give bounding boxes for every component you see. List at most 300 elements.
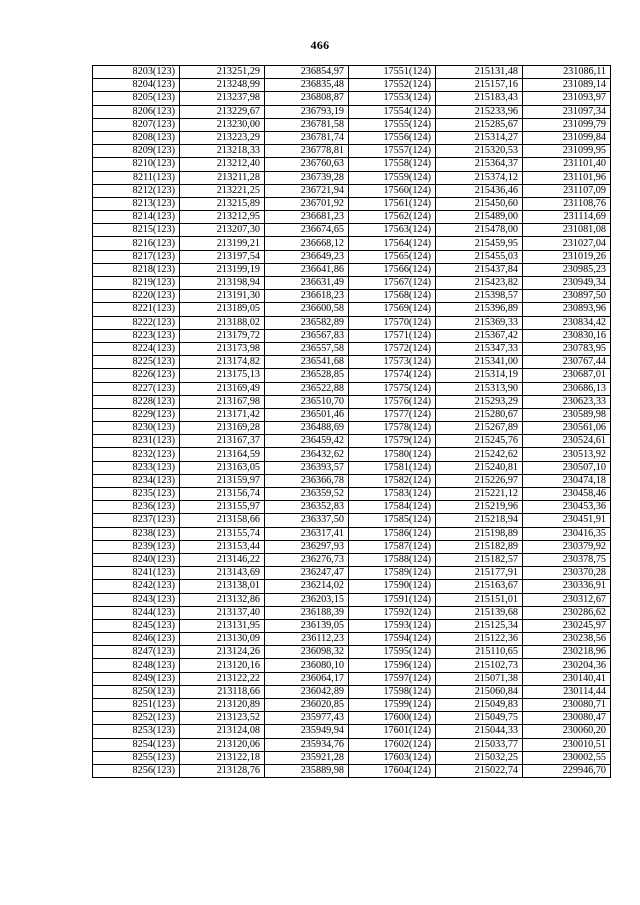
x-coord-left-cell: 213197,54 [180, 250, 265, 263]
x-coord-left-cell: 213211,28 [180, 171, 265, 184]
x-coord-left-cell: 213122,22 [180, 672, 265, 685]
table-row [93, 567, 611, 580]
point-id-right-cell: 17579(124) [349, 435, 436, 448]
point-id-right-cell: 17603(124) [349, 751, 436, 764]
point-id-right-cell: 17571(124) [349, 329, 436, 342]
point-id-left-cell: 8226(123) [93, 369, 180, 382]
x-coord-right-cell: 215226,97 [436, 474, 523, 487]
table-row [93, 619, 611, 632]
x-coord-left-cell: 213167,37 [180, 435, 265, 448]
point-id-left-cell: 8252(123) [93, 712, 180, 725]
x-coord-right-cell: 215398,57 [436, 290, 523, 303]
x-coord-left-cell: 213223,29 [180, 131, 265, 144]
point-id-left-cell: 8236(123) [93, 501, 180, 514]
y-coord-right-cell: 230336,91 [523, 580, 611, 593]
y-coord-right-cell: 230834,42 [523, 316, 611, 329]
point-id-left-cell: 8243(123) [93, 593, 180, 606]
x-coord-right-cell: 215437,84 [436, 263, 523, 276]
y-coord-left-cell: 236366,78 [265, 474, 349, 487]
x-coord-right-cell: 215245,76 [436, 435, 523, 448]
y-coord-left-cell: 236739,28 [265, 171, 349, 184]
x-coord-left-cell: 213229,67 [180, 105, 265, 118]
point-id-left-cell: 8224(123) [93, 342, 180, 355]
y-coord-right-cell: 230114,44 [523, 685, 611, 698]
point-id-left-cell: 8211(123) [93, 171, 180, 184]
point-id-right-cell: 17582(124) [349, 474, 436, 487]
y-coord-left-cell: 235977,43 [265, 712, 349, 725]
point-id-left-cell: 8203(123) [93, 66, 180, 79]
y-coord-right-cell: 230312,67 [523, 593, 611, 606]
point-id-right-cell: 17555(124) [349, 118, 436, 131]
point-id-right-cell: 17587(124) [349, 540, 436, 553]
y-coord-left-cell: 236793,19 [265, 105, 349, 118]
point-id-right-cell: 17590(124) [349, 580, 436, 593]
x-coord-right-cell: 215060,84 [436, 685, 523, 698]
x-coord-left-cell: 213230,00 [180, 118, 265, 131]
point-id-left-cell: 8255(123) [93, 751, 180, 764]
point-id-right-cell: 17577(124) [349, 408, 436, 421]
table-row [93, 646, 611, 659]
table-row [93, 105, 611, 118]
y-coord-left-cell: 236297,93 [265, 540, 349, 553]
coordinates-table [92, 65, 611, 778]
point-id-left-cell: 8221(123) [93, 303, 180, 316]
y-coord-right-cell: 230379,92 [523, 540, 611, 553]
y-coord-left-cell: 236459,42 [265, 435, 349, 448]
point-id-left-cell: 8231(123) [93, 435, 180, 448]
x-coord-right-cell: 215341,00 [436, 356, 523, 369]
y-coord-right-cell: 231097,34 [523, 105, 611, 118]
y-coord-right-cell: 229946,70 [523, 764, 611, 777]
y-coord-left-cell: 236778,81 [265, 145, 349, 158]
table-row [93, 237, 611, 250]
y-coord-left-cell: 236631,49 [265, 277, 349, 290]
table-row [93, 435, 611, 448]
y-coord-right-cell: 230218,96 [523, 646, 611, 659]
y-coord-left-cell: 236641,86 [265, 263, 349, 276]
table-row [93, 211, 611, 224]
table-row [93, 329, 611, 342]
point-id-left-cell: 8253(123) [93, 725, 180, 738]
y-coord-left-cell: 236112,23 [265, 633, 349, 646]
table-row [93, 553, 611, 566]
x-coord-left-cell: 213128,76 [180, 764, 265, 777]
table-row [93, 514, 611, 527]
y-coord-right-cell: 231101,96 [523, 171, 611, 184]
x-coord-right-cell: 215455,03 [436, 250, 523, 263]
y-coord-left-cell: 236393,57 [265, 461, 349, 474]
y-coord-left-cell: 236098,32 [265, 646, 349, 659]
table-row [93, 277, 611, 290]
table-row [93, 395, 611, 408]
table-row [93, 712, 611, 725]
x-coord-left-cell: 213237,98 [180, 92, 265, 105]
x-coord-right-cell: 215314,19 [436, 369, 523, 382]
point-id-right-cell: 17569(124) [349, 303, 436, 316]
point-id-left-cell: 8235(123) [93, 488, 180, 501]
table-row [93, 184, 611, 197]
x-coord-left-cell: 213169,28 [180, 422, 265, 435]
x-coord-left-cell: 213248,99 [180, 79, 265, 92]
x-coord-right-cell: 215320,53 [436, 145, 523, 158]
point-id-right-cell: 17580(124) [349, 448, 436, 461]
point-id-right-cell: 17578(124) [349, 422, 436, 435]
point-id-left-cell: 8248(123) [93, 659, 180, 672]
y-coord-right-cell: 230830,16 [523, 329, 611, 342]
y-coord-left-cell: 236854,97 [265, 66, 349, 79]
x-coord-right-cell: 215198,89 [436, 527, 523, 540]
x-coord-right-cell: 215221,12 [436, 488, 523, 501]
y-coord-left-cell: 236618,23 [265, 290, 349, 303]
point-id-left-cell: 8223(123) [93, 329, 180, 342]
point-id-left-cell: 8249(123) [93, 672, 180, 685]
x-coord-left-cell: 213163,05 [180, 461, 265, 474]
y-coord-left-cell: 236359,52 [265, 488, 349, 501]
point-id-left-cell: 8205(123) [93, 92, 180, 105]
y-coord-left-cell: 236214,02 [265, 580, 349, 593]
point-id-left-cell: 8256(123) [93, 764, 180, 777]
x-coord-right-cell: 215122,36 [436, 633, 523, 646]
x-coord-right-cell: 215364,37 [436, 158, 523, 171]
table-row [93, 527, 611, 540]
x-coord-left-cell: 213123,52 [180, 712, 265, 725]
y-coord-right-cell: 230204,36 [523, 659, 611, 672]
x-coord-left-cell: 213199,21 [180, 237, 265, 250]
y-coord-left-cell: 236488,69 [265, 422, 349, 435]
page-number: 466 [310, 38, 330, 52]
table-row [93, 382, 611, 395]
x-coord-right-cell: 215177,91 [436, 567, 523, 580]
point-id-left-cell: 8208(123) [93, 131, 180, 144]
point-id-right-cell: 17570(124) [349, 316, 436, 329]
point-id-left-cell: 8222(123) [93, 316, 180, 329]
x-coord-right-cell: 215436,46 [436, 184, 523, 197]
point-id-right-cell: 17564(124) [349, 237, 436, 250]
point-id-right-cell: 17599(124) [349, 699, 436, 712]
table-row [93, 672, 611, 685]
x-coord-right-cell: 215157,16 [436, 79, 523, 92]
table-row [93, 580, 611, 593]
y-coord-right-cell: 230002,55 [523, 751, 611, 764]
y-coord-left-cell: 236674,65 [265, 224, 349, 237]
point-id-left-cell: 8241(123) [93, 567, 180, 580]
y-coord-left-cell: 236188,39 [265, 606, 349, 619]
x-coord-right-cell: 215071,38 [436, 672, 523, 685]
table-row [93, 118, 611, 131]
y-coord-left-cell: 236681,23 [265, 211, 349, 224]
point-id-right-cell: 17586(124) [349, 527, 436, 540]
table-row [93, 633, 611, 646]
x-coord-left-cell: 213169,49 [180, 382, 265, 395]
point-id-left-cell: 8244(123) [93, 606, 180, 619]
point-id-right-cell: 17585(124) [349, 514, 436, 527]
point-id-left-cell: 8251(123) [93, 699, 180, 712]
table-row [93, 422, 611, 435]
y-coord-right-cell: 230686,13 [523, 382, 611, 395]
table-row [93, 448, 611, 461]
point-id-right-cell: 17557(124) [349, 145, 436, 158]
x-coord-right-cell: 215293,29 [436, 395, 523, 408]
x-coord-left-cell: 213124,26 [180, 646, 265, 659]
table-row [93, 369, 611, 382]
y-coord-right-cell: 230080,71 [523, 699, 611, 712]
x-coord-left-cell: 213189,05 [180, 303, 265, 316]
y-coord-left-cell: 236352,83 [265, 501, 349, 514]
point-id-right-cell: 17588(124) [349, 553, 436, 566]
y-coord-right-cell: 230513,92 [523, 448, 611, 461]
table-row [93, 540, 611, 553]
y-coord-right-cell: 230238,56 [523, 633, 611, 646]
y-coord-right-cell: 230897,50 [523, 290, 611, 303]
point-id-right-cell: 17600(124) [349, 712, 436, 725]
x-coord-right-cell: 215102,73 [436, 659, 523, 672]
y-coord-right-cell: 230080,47 [523, 712, 611, 725]
y-coord-right-cell: 230893,96 [523, 303, 611, 316]
x-coord-left-cell: 213159,97 [180, 474, 265, 487]
y-coord-left-cell: 236528,85 [265, 369, 349, 382]
point-id-left-cell: 8204(123) [93, 79, 180, 92]
x-coord-left-cell: 213156,74 [180, 488, 265, 501]
table-row [93, 356, 611, 369]
table-row [93, 593, 611, 606]
y-coord-right-cell: 230524,61 [523, 435, 611, 448]
x-coord-right-cell: 215139,68 [436, 606, 523, 619]
x-coord-right-cell: 215240,81 [436, 461, 523, 474]
point-id-right-cell: 17574(124) [349, 369, 436, 382]
x-coord-left-cell: 213207,30 [180, 224, 265, 237]
x-coord-right-cell: 215182,57 [436, 553, 523, 566]
point-id-left-cell: 8240(123) [93, 553, 180, 566]
x-coord-left-cell: 213164,59 [180, 448, 265, 461]
point-id-left-cell: 8242(123) [93, 580, 180, 593]
table-row [93, 408, 611, 421]
x-coord-right-cell: 215369,33 [436, 316, 523, 329]
y-coord-left-cell: 236139,05 [265, 619, 349, 632]
x-coord-right-cell: 215163,67 [436, 580, 523, 593]
y-coord-right-cell: 230507,10 [523, 461, 611, 474]
y-coord-left-cell: 236600,58 [265, 303, 349, 316]
x-coord-left-cell: 213179,72 [180, 329, 265, 342]
point-id-right-cell: 17551(124) [349, 66, 436, 79]
x-coord-right-cell: 215131,48 [436, 66, 523, 79]
y-coord-left-cell: 236649,23 [265, 250, 349, 263]
y-coord-left-cell: 236760,63 [265, 158, 349, 171]
point-id-right-cell: 17572(124) [349, 342, 436, 355]
point-id-left-cell: 8218(123) [93, 263, 180, 276]
y-coord-left-cell: 236781,58 [265, 118, 349, 131]
point-id-left-cell: 8209(123) [93, 145, 180, 158]
x-coord-right-cell: 215489,00 [436, 211, 523, 224]
table-row [93, 158, 611, 171]
table-row [93, 224, 611, 237]
x-coord-right-cell: 215233,96 [436, 105, 523, 118]
point-id-right-cell: 17595(124) [349, 646, 436, 659]
point-id-right-cell: 17593(124) [349, 619, 436, 632]
y-coord-left-cell: 236522,88 [265, 382, 349, 395]
x-coord-right-cell: 215033,77 [436, 738, 523, 751]
x-coord-right-cell: 215044,33 [436, 725, 523, 738]
y-coord-right-cell: 231108,76 [523, 197, 611, 210]
x-coord-right-cell: 215022,74 [436, 764, 523, 777]
point-id-right-cell: 17581(124) [349, 461, 436, 474]
point-id-right-cell: 17592(124) [349, 606, 436, 619]
y-coord-right-cell: 230060,20 [523, 725, 611, 738]
point-id-left-cell: 8217(123) [93, 250, 180, 263]
y-coord-right-cell: 230474,18 [523, 474, 611, 487]
y-coord-left-cell: 236317,41 [265, 527, 349, 540]
point-id-left-cell: 8232(123) [93, 448, 180, 461]
y-coord-left-cell: 236668,12 [265, 237, 349, 250]
y-coord-left-cell: 236781,74 [265, 131, 349, 144]
y-coord-right-cell: 230949,34 [523, 277, 611, 290]
x-coord-right-cell: 215182,89 [436, 540, 523, 553]
y-coord-right-cell: 230687,01 [523, 369, 611, 382]
x-coord-left-cell: 213120,06 [180, 738, 265, 751]
point-id-right-cell: 17561(124) [349, 197, 436, 210]
y-coord-right-cell: 230453,36 [523, 501, 611, 514]
y-coord-left-cell: 236557,58 [265, 342, 349, 355]
point-id-right-cell: 17563(124) [349, 224, 436, 237]
point-id-right-cell: 17584(124) [349, 501, 436, 514]
x-coord-right-cell: 215218,94 [436, 514, 523, 527]
table-row [93, 751, 611, 764]
x-coord-right-cell: 215450,60 [436, 197, 523, 210]
table-row [93, 738, 611, 751]
x-coord-right-cell: 215374,12 [436, 171, 523, 184]
y-coord-left-cell: 236203,15 [265, 593, 349, 606]
table-row [93, 501, 611, 514]
point-id-left-cell: 8250(123) [93, 685, 180, 698]
point-id-right-cell: 17566(124) [349, 263, 436, 276]
table-row [93, 303, 611, 316]
x-coord-left-cell: 213221,25 [180, 184, 265, 197]
y-coord-left-cell: 236080,10 [265, 659, 349, 672]
x-coord-right-cell: 215280,67 [436, 408, 523, 421]
x-coord-left-cell: 213146,22 [180, 553, 265, 566]
point-id-right-cell: 17589(124) [349, 567, 436, 580]
y-coord-right-cell: 231081,08 [523, 224, 611, 237]
table-row [93, 250, 611, 263]
x-coord-left-cell: 213118,66 [180, 685, 265, 698]
y-coord-left-cell: 236042,89 [265, 685, 349, 698]
x-coord-left-cell: 213137,40 [180, 606, 265, 619]
point-id-left-cell: 8247(123) [93, 646, 180, 659]
point-id-right-cell: 17602(124) [349, 738, 436, 751]
table-row [93, 764, 611, 777]
point-id-left-cell: 8237(123) [93, 514, 180, 527]
y-coord-right-cell: 231107,09 [523, 184, 611, 197]
y-coord-right-cell: 230370,28 [523, 567, 611, 580]
point-id-right-cell: 17576(124) [349, 395, 436, 408]
x-coord-left-cell: 213191,30 [180, 290, 265, 303]
y-coord-right-cell: 230589,98 [523, 408, 611, 421]
y-coord-left-cell: 235949,94 [265, 725, 349, 738]
table-row [93, 699, 611, 712]
y-coord-right-cell: 231019,26 [523, 250, 611, 263]
x-coord-right-cell: 215313,90 [436, 382, 523, 395]
point-id-left-cell: 8212(123) [93, 184, 180, 197]
x-coord-right-cell: 215219,96 [436, 501, 523, 514]
y-coord-left-cell: 236808,87 [265, 92, 349, 105]
table-row [93, 606, 611, 619]
point-id-right-cell: 17601(124) [349, 725, 436, 738]
x-coord-left-cell: 213199,19 [180, 263, 265, 276]
y-coord-right-cell: 230010,51 [523, 738, 611, 751]
y-coord-right-cell: 230378,75 [523, 553, 611, 566]
y-coord-right-cell: 230451,91 [523, 514, 611, 527]
y-coord-right-cell: 231089,14 [523, 79, 611, 92]
point-id-left-cell: 8239(123) [93, 540, 180, 553]
point-id-right-cell: 17556(124) [349, 131, 436, 144]
point-id-left-cell: 8207(123) [93, 118, 180, 131]
y-coord-right-cell: 231114,69 [523, 211, 611, 224]
y-coord-right-cell: 230767,44 [523, 356, 611, 369]
x-coord-right-cell: 215314,27 [436, 131, 523, 144]
point-id-right-cell: 17559(124) [349, 171, 436, 184]
point-id-left-cell: 8233(123) [93, 461, 180, 474]
y-coord-right-cell: 231099,84 [523, 131, 611, 144]
y-coord-left-cell: 236276,73 [265, 553, 349, 566]
y-coord-left-cell: 235889,98 [265, 764, 349, 777]
point-id-left-cell: 8230(123) [93, 422, 180, 435]
point-id-right-cell: 17598(124) [349, 685, 436, 698]
y-coord-right-cell: 230623,33 [523, 395, 611, 408]
y-coord-right-cell: 230561,06 [523, 422, 611, 435]
table-row [93, 145, 611, 158]
x-coord-left-cell: 213158,66 [180, 514, 265, 527]
table-row [93, 131, 611, 144]
point-id-left-cell: 8210(123) [93, 158, 180, 171]
table-row [93, 685, 611, 698]
y-coord-left-cell: 236541,68 [265, 356, 349, 369]
x-coord-left-cell: 213212,40 [180, 158, 265, 171]
y-coord-left-cell: 235934,76 [265, 738, 349, 751]
x-coord-left-cell: 213171,42 [180, 408, 265, 421]
x-coord-left-cell: 213251,29 [180, 66, 265, 79]
x-coord-right-cell: 215110,65 [436, 646, 523, 659]
x-coord-right-cell: 215151,01 [436, 593, 523, 606]
y-coord-left-cell: 236701,92 [265, 197, 349, 210]
point-id-left-cell: 8228(123) [93, 395, 180, 408]
x-coord-left-cell: 213155,97 [180, 501, 265, 514]
x-coord-right-cell: 215242,62 [436, 448, 523, 461]
point-id-right-cell: 17552(124) [349, 79, 436, 92]
point-id-right-cell: 17575(124) [349, 382, 436, 395]
table-row [93, 474, 611, 487]
x-coord-right-cell: 215285,67 [436, 118, 523, 131]
table-row [93, 92, 611, 105]
point-id-right-cell: 17562(124) [349, 211, 436, 224]
x-coord-left-cell: 213131,95 [180, 619, 265, 632]
x-coord-left-cell: 213120,89 [180, 699, 265, 712]
y-coord-right-cell: 230783,95 [523, 342, 611, 355]
point-id-left-cell: 8234(123) [93, 474, 180, 487]
point-id-left-cell: 8227(123) [93, 382, 180, 395]
table-row [93, 79, 611, 92]
x-coord-right-cell: 215459,95 [436, 237, 523, 250]
y-coord-right-cell: 231027,04 [523, 237, 611, 250]
x-coord-left-cell: 213143,69 [180, 567, 265, 580]
point-id-left-cell: 8246(123) [93, 633, 180, 646]
point-id-right-cell: 17565(124) [349, 250, 436, 263]
point-id-right-cell: 17591(124) [349, 593, 436, 606]
table-row [93, 171, 611, 184]
point-id-right-cell: 17597(124) [349, 672, 436, 685]
x-coord-left-cell: 213130,09 [180, 633, 265, 646]
point-id-left-cell: 8245(123) [93, 619, 180, 632]
y-coord-left-cell: 236582,89 [265, 316, 349, 329]
point-id-right-cell: 17568(124) [349, 290, 436, 303]
